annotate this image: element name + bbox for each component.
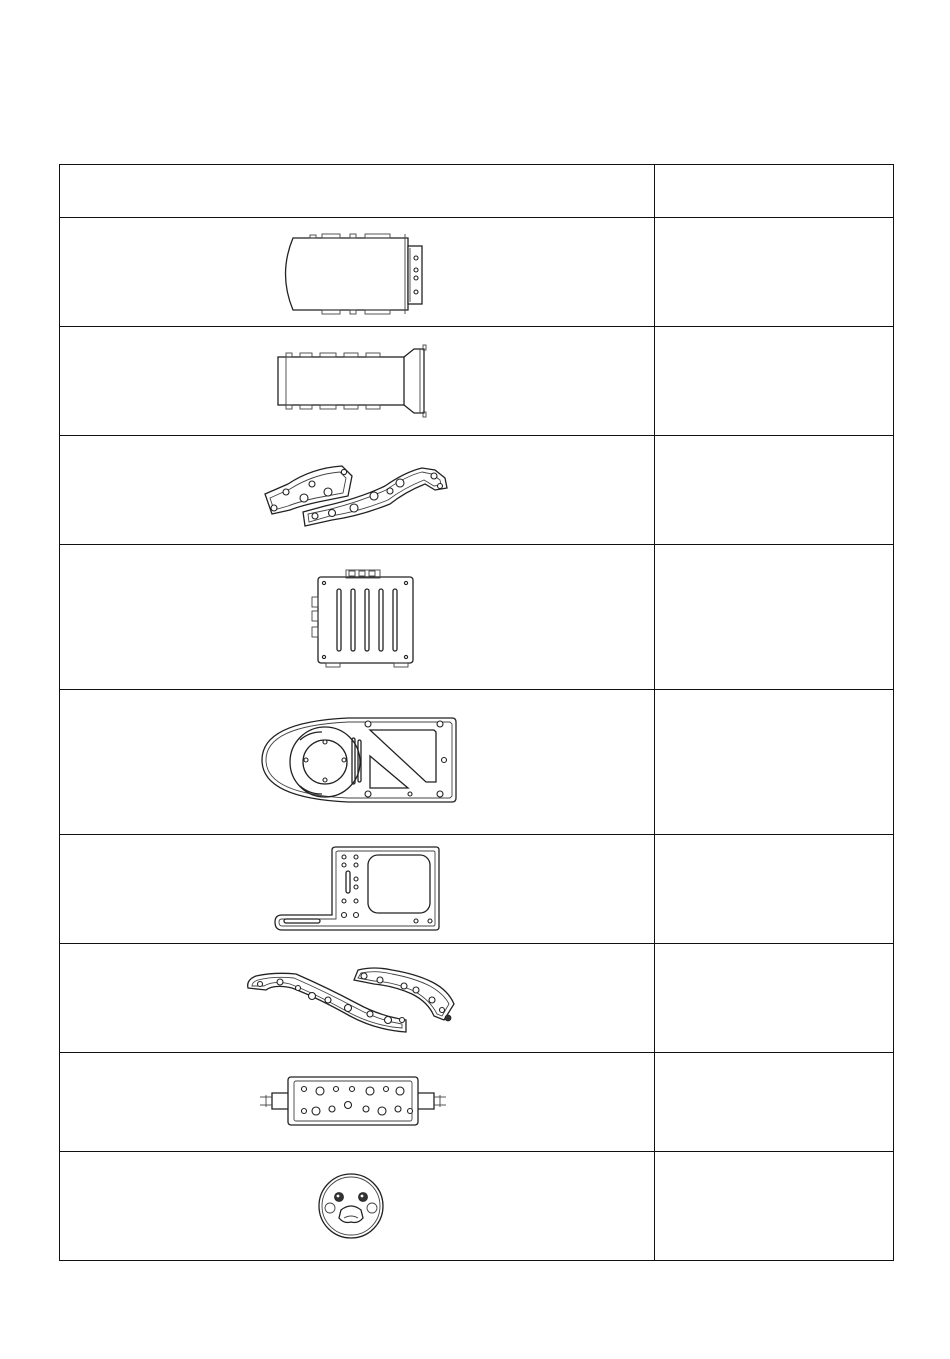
image-cell	[60, 1053, 655, 1152]
table-row	[60, 1152, 894, 1261]
battery-housing-top-view-icon	[60, 218, 655, 326]
side-cell	[655, 1053, 894, 1152]
side-cell	[655, 218, 894, 327]
table-row	[60, 545, 894, 690]
image-cell	[60, 218, 655, 327]
image-cell	[60, 690, 655, 835]
side-cell	[655, 1152, 894, 1261]
table-row	[60, 944, 894, 1053]
table-row	[60, 1053, 894, 1152]
side-cell	[655, 944, 894, 1053]
table-row	[60, 436, 894, 545]
side-cell	[655, 690, 894, 835]
header-label-1	[60, 182, 68, 198]
image-cell	[60, 944, 655, 1053]
image-cell	[60, 1152, 655, 1261]
header-label-2	[655, 182, 663, 198]
header-cell-image	[60, 165, 655, 218]
table-row	[60, 327, 894, 436]
image-cell	[60, 545, 655, 690]
table-header-row	[60, 165, 894, 218]
side-cell	[655, 835, 894, 944]
l-shaped-mounting-plate-icon	[60, 835, 655, 943]
connector-bar-icon	[60, 1053, 655, 1151]
s-shaped-arm-bracket-mirrored-icon	[60, 944, 655, 1052]
side-cell	[655, 327, 894, 436]
battery-housing-side-view-icon	[60, 327, 655, 435]
image-cell	[60, 327, 655, 436]
side-cell	[655, 436, 894, 545]
header-cell-side	[655, 165, 894, 218]
round-face-cap-icon	[60, 1152, 655, 1260]
table-row	[60, 835, 894, 944]
round-mount-base-plate-icon	[60, 690, 655, 834]
table-row	[60, 218, 894, 327]
s-shaped-arm-bracket-icon	[60, 436, 655, 544]
ribbed-cover-plate-icon	[60, 545, 655, 689]
table-row	[60, 690, 894, 835]
image-cell	[60, 436, 655, 545]
image-cell	[60, 835, 655, 944]
side-cell	[655, 545, 894, 690]
parts-table	[59, 164, 894, 1261]
